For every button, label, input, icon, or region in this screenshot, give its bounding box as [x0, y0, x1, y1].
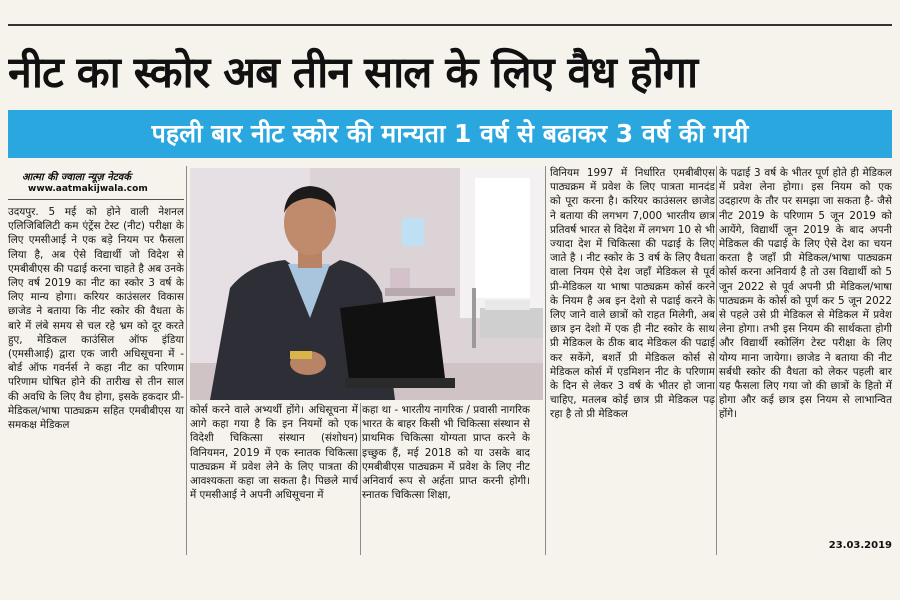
- article-column-1: उदयपुर. 5 मई को होने वाली नेशनल एलिजिबिलिटी कम एंट्रेंस टेस्ट (नीट) परीक्षा के लिए एमसीआई ने एक बड़े नियम पर फैसला लिया है, अब ऐसे विद्यार्थी जो विदेश से एमबीबीएस की पढाई करना चाहते है अब उनके लिए वर्ष 2019 का नीट का स्कोर 3 वर्ष के लिए मान्य होगा। करियर काउंसलर विकास छाजेड ने बताया कि नीट स्कोर की वैधता के बारे में लंबे समय से चल रहे भ्रम को दूर करते हुए, मेडिकल काउंसिल ऑफ इंडिया (एमसीआई) द्वारा एक जारी अधिसूचना में - बोर्ड ऑफ गवर्नर्स ने कहा नीट का परिणाम परिणाम घोषित होने की तारीख से तीन साल की अवधि के लिए वैध होगा, इसके हकदार प्री-मेडिकल/भाषा पाठ्यक्रम सहित एमबीबीएस या समकक्ष मेडिकल: [8, 206, 184, 432]
- subheadline-band: [8, 110, 892, 158]
- article-column-3: कहा था - भारतीय नागरिक / प्रवासी नागरिक भारत के बाहर किसी भी चिकित्सा संस्थान से प्राथमिक चिकित्सा योग्यता प्राप्त करने के इच्छुक हैं, मई 2018 को या उसके बाद एमबीबीएस पाठ्यक्रम में प्रवेश के लिए नीट अनिवार्य रूप से अर्हता प्राप्त करनी होगी। स्नातक चिकित्सा शिक्षा,: [362, 404, 530, 502]
- column-divider: [545, 166, 546, 555]
- subheadline: पहली बार नीट स्कोर की मान्यता 1 वर्ष से बढाकर 3 वर्ष की गयी: [151, 119, 749, 148]
- counselor-photo: [190, 168, 543, 400]
- column-divider: [186, 166, 187, 555]
- article-column-4: विनियम 1997 में निर्धारित एमबीबीएस पाठ्यक्रम में प्रवेश के लिए पात्रता मानदंड को पूरा करना है। करियर काउंसलर छाजेड ने बताया की लगभग 7,000 भारतीय छात्र प्रतिवर्ष भारत से विदेश में लगभग 10 से भी ज्यादा देश में चिकित्सा की पढाई के लिए जाते है । नीट स्कोर के 3 वर्ष के लिए वैधता वाला नियम ऐसे देश जहाँ मेडिकल से पूर्व प्री-मेडिकल या भाषा पाठ्यक्रम कोर्स करने के नियम है अब इन देशो से पढाई करने के लिए जाने वाले छात्रों को राहत मिलेगी, अब छात्र इन देशो में एक ही नीट स्कोर के साथ प्री मेडिकल के ठीक बाद मेडिकल की पढाई कर सकेंगे, बशर्ते प्री मेडिकल कोर्स से मेडिकल कोर्स में एडमिशन नीट के परिणाम के दिन से लेकर 3 वर्ष के भीतर हो जाना चाहिए, मतलब कोई छात्र प्री मेडिकल पढ़ रहा है तो प्री मेडिकल: [550, 167, 715, 421]
- article-column-2: कोर्स करने वाले अभ्यर्थी होंगे। अधिसूचना में आगे कहा गया है कि इन नियमों को एक विदेशी चिकित्सा संस्थान (संशोधन) विनियमन, 2019 में एक स्नातक चिकित्सा पाठ्यक्रम में प्रवेश लेने के लिए पात्रता की आवश्यकता कहा जा सकता है। पिछले मार्च में एमसीआई ने अपनी अधिसूचना में: [190, 404, 358, 502]
- headline: नीट का स्कोर अब तीन साल के लिए वैध होगा: [8, 48, 698, 98]
- top-rule: [8, 24, 892, 26]
- source-rule: [8, 199, 184, 200]
- column-divider: [360, 403, 361, 555]
- source-url: www.aatmakijwala.com: [28, 184, 148, 194]
- article-column-5: के पढाई 3 वर्ष के भीतर पूर्ण होते ही मेडिकल में प्रवेश लेना होगा। इस नियम को एक उदहारण के तौर पर समझा जा सकता है- जैसे नीट 2019 के परिणाम 5 जून 2019 को आयेंगे, विद्यार्थी जून 2019 के बाद अपनी मेडिकल की पढाई के लिए ऐसे देश का चयन करता है जहाँ प्री मेडिकल/भाषा पाठ्यक्रम कोर्स करना अनिवार्य है तो उस विद्यार्थी को 5 जून 2022 से पूर्व अपनी प्री मेडिकल/भाषा पाठ्यक्रम के कोर्स को पूर्ण कर 5 जून 2022 से पहले उसे प्री मेडिकल से मेडिकल में प्रवेश लेना होगा। तभी इस नियम की सार्थकता होगी और विद्यार्थी स्कोलिंग टेस्ट परीक्षा के लिए योग्य माना जायेगा। छाजेड ने बताया की नीट सर्बधी स्कोर की वैधता को लेकर पहली बार यह फैसला लिए गया जो की छात्रों के हितो में होगा और कई छात्र इस नियम से लाभान्वित होंगे।: [719, 167, 892, 421]
- column-divider: [716, 166, 717, 555]
- source-name: आत्मा की ज्वाला न्यूज़ नेटवर्क: [22, 172, 132, 183]
- publication-date: 23.03.2019: [828, 540, 892, 551]
- counselor-photo-illustration: [190, 168, 543, 400]
